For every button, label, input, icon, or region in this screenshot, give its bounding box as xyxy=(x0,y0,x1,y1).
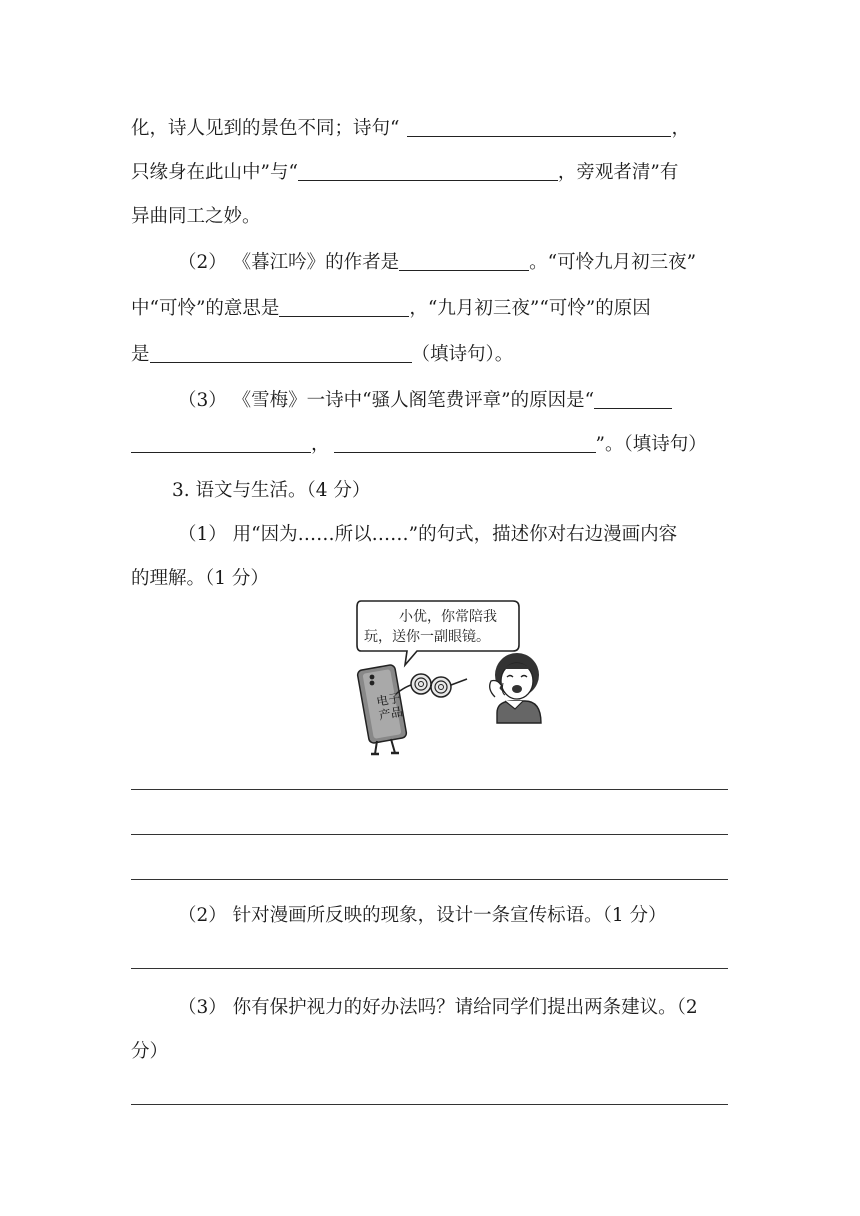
answer-blank-reason[interactable] xyxy=(150,342,412,363)
q2-line-3 xyxy=(131,204,729,230)
q2-line-2 xyxy=(131,160,729,186)
q2-part2-line-1 xyxy=(178,250,729,276)
q2-part3-text: （3） 《雪梅》一诗中“骚人阁笔费评章”的原因是“ xyxy=(178,390,595,411)
comic-illustration xyxy=(355,597,545,759)
answer-blank-meaning[interactable] xyxy=(279,296,409,317)
answer-line-3[interactable] xyxy=(131,879,728,880)
q3-part1-text: （1） 用“因为……所以……”的句式，描述你对右边漫画内容 xyxy=(178,524,678,545)
q2-part3-line-2-end: ”。（填诗句） xyxy=(595,434,707,455)
answer-blank-poem-a[interactable] xyxy=(594,388,672,409)
bubble-text-1: 小优，你常陪我 xyxy=(399,609,497,625)
answer-line-1[interactable] xyxy=(131,789,728,790)
q2-line-2-text: 只缘身在此山中”与“ xyxy=(131,162,298,183)
q3-part3-text-2: 分） xyxy=(131,1041,169,1062)
q2-part2-line-3-end: （填诗句）。 xyxy=(411,344,514,365)
q3-part2 xyxy=(178,903,729,929)
q3-heading-text: 3. 语文与生活。（4 分） xyxy=(172,480,371,501)
answer-line-2[interactable] xyxy=(131,834,728,835)
q3-part1-text-2: 的理解。（1 分） xyxy=(131,568,269,589)
answer-blank-poem-b[interactable] xyxy=(334,432,596,453)
phone-label-1: 电子 xyxy=(375,690,402,709)
q2-line-1-end: ， xyxy=(671,118,690,139)
q2-part3-line-1 xyxy=(178,388,729,414)
q3-part3-line-1 xyxy=(178,995,729,1021)
q3-part3-text: （3） 你有保护视力的好办法吗？请给同学们提出两条建议。（2 xyxy=(178,997,698,1018)
q2-part2-line-2 xyxy=(131,296,729,322)
answer-blank-poem-a-cont[interactable] xyxy=(131,432,311,453)
phone-label-2: 产品 xyxy=(377,704,404,723)
q3-part2-text: （2） 针对漫画所反映的现象，设计一条宣传标语。（1 分） xyxy=(178,905,667,926)
q2-line-1 xyxy=(131,116,729,142)
phone-character xyxy=(357,664,421,754)
answer-blank-1[interactable] xyxy=(407,116,671,137)
q2-part2-text-end: 。“可怜九月初三夜” xyxy=(529,252,697,273)
q2-part2-line-3 xyxy=(131,342,729,368)
answer-blank-author[interactable] xyxy=(399,250,529,271)
q2-part2-line-2-text: 中“可怜”的意思是 xyxy=(131,298,280,319)
glasses-icon xyxy=(411,674,467,697)
bubble-text-2: 玩，送你一副眼镜。 xyxy=(364,629,490,645)
answer-line-slogan[interactable] xyxy=(131,968,728,969)
q2-part2-line-3-text: 是 xyxy=(131,344,150,365)
q3-heading xyxy=(172,478,770,504)
q3-part3-line-2 xyxy=(131,1039,729,1065)
q2-part3-line-2 xyxy=(131,432,729,458)
q2-part3-comma: ， xyxy=(311,434,330,455)
q2-line-3-text: 异曲同工之妙。 xyxy=(131,206,261,227)
answer-blank-2[interactable] xyxy=(298,160,558,181)
q2-line-1-text: 化，诗人见到的景色不同；诗句“ xyxy=(131,118,400,139)
q2-part2-text: （2） 《暮江吟》的作者是 xyxy=(178,252,400,273)
q3-part1-line-2 xyxy=(131,566,729,592)
q2-part2-line-2-end: ，“九月初三夜”“可怜”的原因 xyxy=(409,298,651,319)
q2-line-2-end: ，旁观者清”有 xyxy=(557,162,679,183)
girl-character xyxy=(490,653,541,723)
q3-part1-line-1 xyxy=(178,522,729,548)
answer-line-suggestion[interactable] xyxy=(131,1104,728,1105)
